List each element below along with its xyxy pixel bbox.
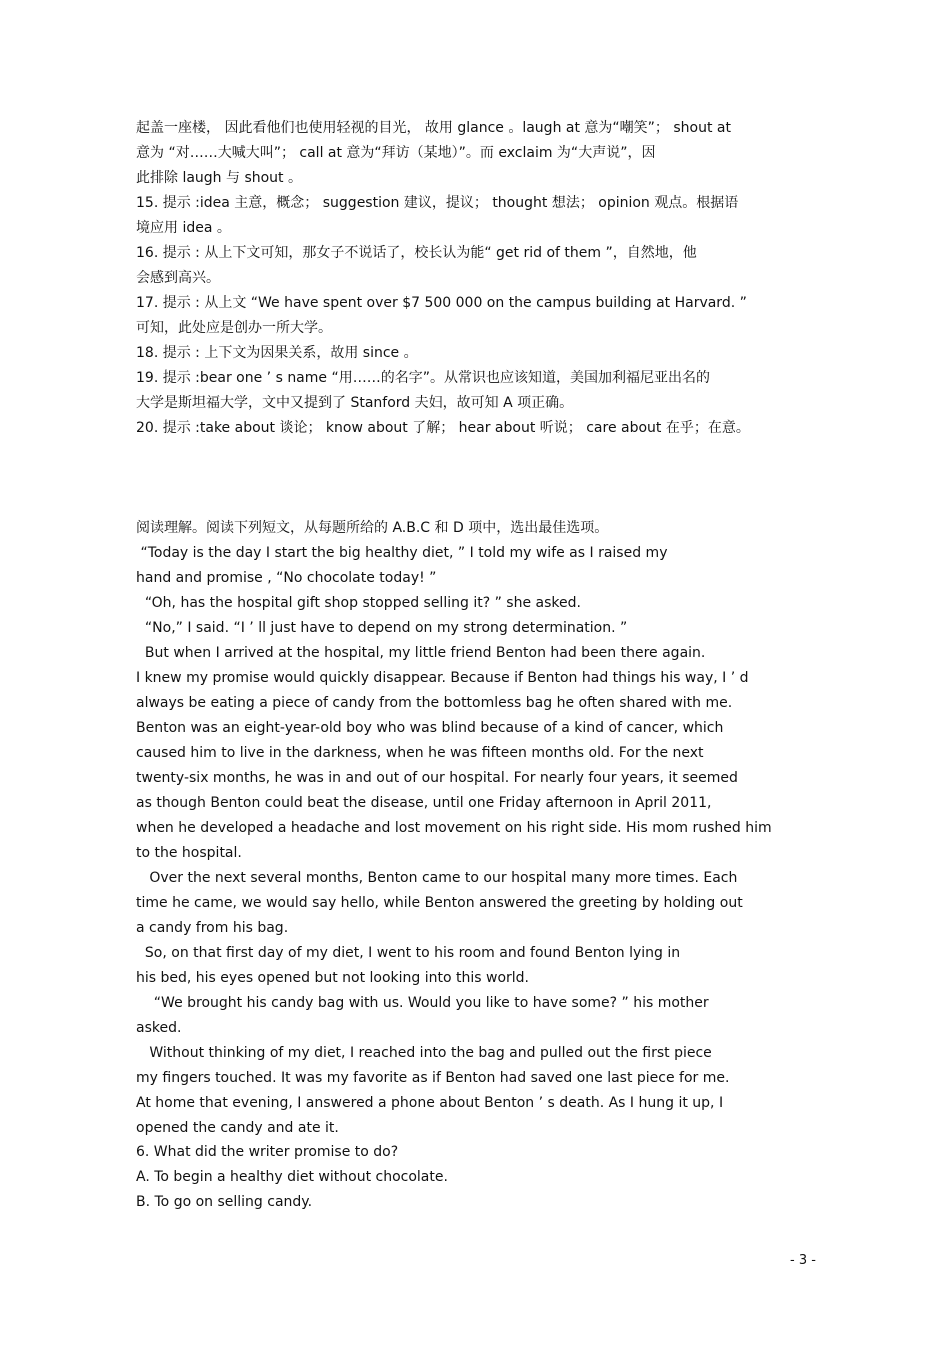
passage-line: when he developed a headache and lost movement on his right side. His mom rushed him (136, 820, 772, 836)
explanation-line: 意为 “对……大喊大叫”； call at 意为“拜访（某地）”。而 exclaim 为“大声说”，因 (136, 145, 656, 161)
passage-line: always be eating a piece of candy from the bottomless bag he often shared with me. (136, 695, 733, 711)
question-stem: 6. What did the writer promise to do? (136, 1144, 399, 1160)
passage-line: Benton was an eight-year-old boy who was blind because of a kind of cancer, which (136, 720, 724, 736)
reading-instructions: 阅读理解。阅读下列短文，从每题所给的 A.B.C 和 D 项中，选出最佳选项。 (136, 520, 609, 536)
passage-line: Without thinking of my diet, I reached into the bag and pulled out the first piece (136, 1045, 712, 1061)
passage-line: to the hospital. (136, 845, 242, 861)
explanation-line: 17. 提示 : 从上文 “We have spent over $7 500 000 on the campus building at Harvard. ” (136, 295, 747, 311)
explanation-line: 会感到高兴。 (136, 270, 220, 286)
explanation-line: 可知，此处应是创办一所大学。 (136, 320, 332, 336)
explanation-line: 此排除 laugh 与 shout 。 (136, 170, 302, 186)
explanation-line: 16. 提示 : 从上下文可知，那女子不说话了，校长认为能“ get rid of them ”，自然地，他 (136, 245, 697, 261)
explanation-line: 境应用 idea 。 (136, 220, 231, 236)
explanation-line: 20. 提示 :take about 谈论； know about 了解； hear about 听说； care about 在乎；在意。 (136, 420, 750, 436)
passage-line: So, on that first day of my diet, I went to his room and found Benton lying in (136, 945, 681, 961)
explanation-line: 18. 提示 : 上下文为因果关系，故用 since 。 (136, 345, 418, 361)
passage-line: hand and promise , “No chocolate today! ” (136, 570, 437, 586)
explanation-line: 19. 提示 :bear one ’ s name “用……的名字”。从常识也应该知道，美国加利福尼亚出名的 (136, 370, 710, 386)
answer-option-a: A. To begin a healthy diet without chocolate. (136, 1169, 448, 1185)
explanation-line: 起盖一座楼， 因此看他们也使用轻视的目光， 故用 glance 。laugh at 意为“嘲笑”； shout at (136, 120, 731, 136)
explanation-line: 大学是斯坦福大学，文中又提到了 Stanford 夫妇，故可知 A 项正确。 (136, 395, 574, 411)
page-number: - 3 - (790, 1253, 816, 1268)
passage-line: Over the next several months, Benton came to our hospital many more times. Each (136, 870, 738, 886)
passage-line: asked. (136, 1020, 182, 1036)
passage-line: “No,” I said. “I ’ ll just have to depend on my strong determination. ” (136, 620, 628, 636)
answer-option-b: B. To go on selling candy. (136, 1194, 313, 1210)
passage-line: caused him to live in the darkness, when he was fifteen months old. For the next (136, 745, 704, 761)
passage-line: opened the candy and ate it. (136, 1120, 339, 1136)
passage-line: “We brought his candy bag with us. Would you like to have some? ” his mother (136, 995, 709, 1011)
passage-line: At home that evening, I answered a phone about Benton ’ s death. As I hung it up, I (136, 1095, 724, 1111)
passage-line: But when I arrived at the hospital, my little friend Benton had been there again. (136, 645, 706, 661)
passage-line: as though Benton could beat the disease, until one Friday afternoon in April 2011, (136, 795, 712, 811)
passage-line: “Oh, has the hospital gift shop stopped selling it? ” she asked. (136, 595, 581, 611)
passage-line: a candy from his bag. (136, 920, 289, 936)
passage-line: twenty-six months, he was in and out of our hospital. For nearly four years, it seemed (136, 770, 738, 786)
passage-line: I knew my promise would quickly disappear. Because if Benton had things his way, I ’ d (136, 670, 749, 686)
passage-line: my fingers touched. It was my favorite as if Benton had saved one last piece for me. (136, 1070, 730, 1086)
explanation-line: 15. 提示 :idea 主意，概念； suggestion 建议，提议； thought 想法； opinion 观点。根据语 (136, 195, 739, 211)
passage-line: time he came, we would say hello, while Benton answered the greeting by holding out (136, 895, 743, 911)
passage-line: his bed, his eyes opened but not looking into this world. (136, 970, 530, 986)
passage-line: “Today is the day I start the big healthy diet, ” I told my wife as I raised my (136, 545, 668, 561)
